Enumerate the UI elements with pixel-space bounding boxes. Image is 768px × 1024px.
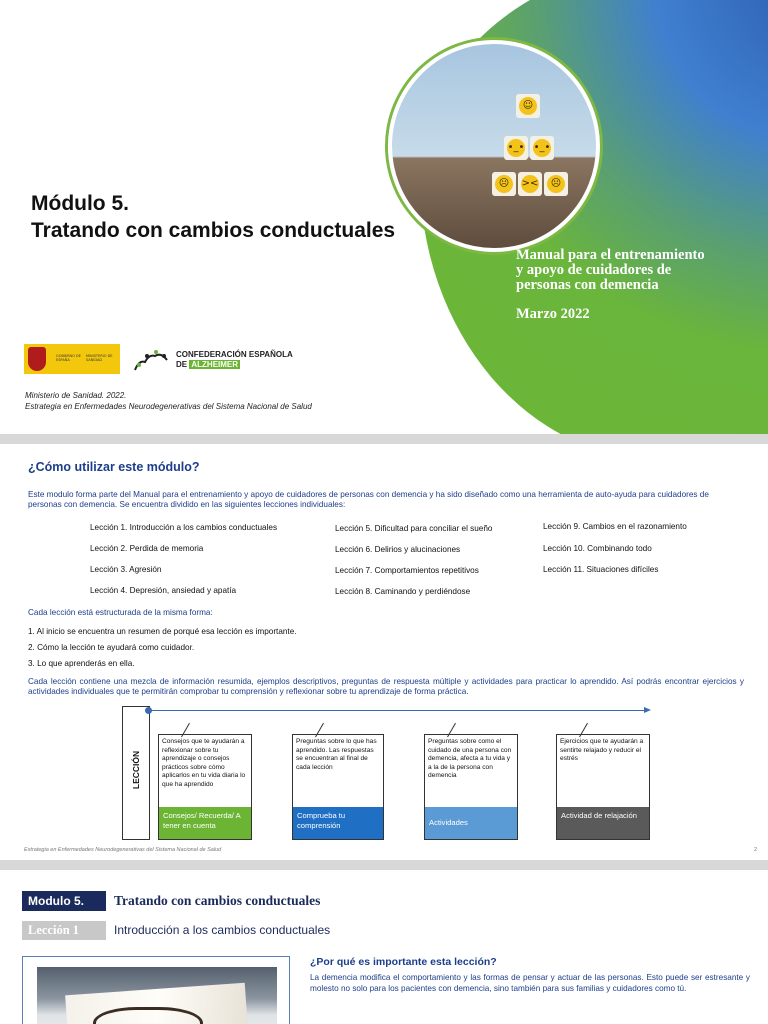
gov-logo-text: GOBIERNO DE ESPAÑA <box>56 354 81 362</box>
publication-date: Marzo 2022 <box>516 306 590 322</box>
relaxation-box <box>556 734 650 840</box>
lesson-item: Lección 7. Comportamientos repetitivos <box>335 566 479 575</box>
neutral-face-icon: •_• <box>507 139 525 157</box>
step-item: 2. Cómo la lección te ayudará como cuidador. <box>28 643 195 652</box>
lesson-tag: Lección 1 <box>22 921 106 940</box>
leccion-label: LECCIÓN <box>131 750 141 790</box>
manual-line: personas con demencia <box>516 277 659 293</box>
ministry-logo-text: MINISTERIO DE SANIDAD <box>86 354 113 362</box>
relaxation-description: Ejercicios que te ayudarán a sentirte relajado y reducir el estrés <box>560 738 644 762</box>
upset-face-icon: >< <box>521 175 539 193</box>
happy-face-icon: ☺ <box>519 97 537 115</box>
tips-label: Consejos/ Recuerda/ A tener en cuenta <box>159 807 251 839</box>
relaxation-label: Actividad de relajación <box>557 807 649 839</box>
lesson-item: Lección 5. Dificultad para conciliar el sueño <box>335 524 493 533</box>
page-footer: Estrategia en Enfermedades Neurodegenerativas del Sistema Nacional de Salud <box>24 847 222 853</box>
timeline-start-dot <box>145 707 152 714</box>
neutral-face-icon: •_• <box>533 139 551 157</box>
ministry-logo <box>24 344 120 374</box>
emoji-cubes-photo <box>388 40 600 252</box>
manual-title <box>516 248 752 322</box>
cover-page <box>0 0 768 434</box>
cover-credit <box>25 390 312 412</box>
lesson-item: Lección 10. Combinando todo <box>543 544 652 553</box>
module-number: Módulo 5. <box>31 192 129 215</box>
lesson-item: Lección 8. Caminando y perdiéndose <box>335 587 471 596</box>
lesson-item: Lección 9. Cambios en el razonamiento <box>543 522 687 531</box>
manual-line: y apoyo de cuidadores de <box>516 262 672 278</box>
module-heading: Tratando con cambios conductuales <box>114 893 321 908</box>
cea-de: DE <box>176 360 188 369</box>
usage-page <box>0 444 768 860</box>
tips-box <box>158 734 252 840</box>
lesson-item: Lección 6. Delirios y alucinaciones <box>335 545 461 554</box>
step-item: 1. Al inicio se encuentra un resumen de porqué esa lección es importante. <box>28 627 297 636</box>
arrow-right-icon <box>644 707 651 713</box>
structure-label: Cada lección está estructurada de la misma forma: <box>28 608 213 617</box>
lesson-item: Lección 3. Agresión <box>90 565 162 574</box>
lesson-item: Lección 2. Perdida de memoria <box>90 544 204 553</box>
coat-of-arms-icon <box>28 347 46 371</box>
cea-line2 <box>176 360 293 370</box>
sad-face-icon: ☹ <box>495 175 513 193</box>
cea-people-icon <box>133 346 169 374</box>
check-box <box>292 734 384 840</box>
check-description: Preguntas sobre lo que has aprendido. Las respuestas se encuentran al final de cada lección <box>296 738 377 771</box>
module-tag: Modulo 5. <box>22 891 106 911</box>
sad-face-icon: ☹ <box>547 175 565 193</box>
lesson-heading: Introducción a los cambios conductuales <box>114 923 331 937</box>
manual-line: Manual para el entrenamiento <box>516 247 705 263</box>
check-label: Comprueba tu comprensión <box>293 807 383 839</box>
page-number: 2 <box>754 847 758 853</box>
content-description: Cada lección contiene una mezcla de información resumida, ejemplos descriptivos, preguntas de respuesta múltiple y actividades para practicar lo aprendido. Así podrás encontrar ejercicios y actividades individuales que te permitirán comprobar tu comprensión y reflexionar sobre tu aprendizaje de forma práctica. <box>28 677 744 696</box>
usage-heading: ¿Cómo utilizar este módulo? <box>28 460 200 474</box>
credit-line: Ministerio de Sanidad. 2022. <box>25 391 127 400</box>
activities-label: Actividades <box>425 807 517 839</box>
lesson1-page <box>0 870 768 1024</box>
cea-logo-text <box>176 350 293 370</box>
why-heading: ¿Por qué es importante esta lección? <box>310 956 497 968</box>
cea-alzheimer: ALZHEIMER <box>191 360 239 369</box>
glasses-icon <box>93 1007 203 1024</box>
module-title: Tratando con cambios conductuales <box>31 219 396 242</box>
cea-line1: CONFEDERACIÓN ESPAÑOLA <box>176 350 293 359</box>
lesson-item: Lección 11. Situaciones difíciles <box>543 565 659 574</box>
step-item: 3. Lo que aprenderás en ella. <box>28 659 135 668</box>
lesson-item: Lección 4. Depresión, ansiedad y apatía <box>90 586 237 595</box>
usage-intro: Este modulo forma parte del Manual para el entrenamiento y apoyo de cuidadores de personas con demencia y ha sido diseñado como una herramienta de auto-ayuda para cuidadores de personas con demencia. Se encuentra dividido en las siguientes lecciones individuales: <box>28 490 709 509</box>
tips-description: Consejos que te ayudarán a reflexionar sobre tu aprendizaje o consejos prácticos sobre cómo aplicarlos en tu vida diaria lo que ha aprendido <box>162 738 246 788</box>
book-glasses-photo <box>22 956 290 1024</box>
activities-description: Preguntas sobre como el cuidado de una persona con demencia, afecta a tu vida y a la de la persona con demencia <box>428 738 512 779</box>
credit-line: Estrategia en Enfermedades Neurodegenerativas del Sistema Nacional de Salud <box>25 402 312 411</box>
diagram-timeline <box>148 710 648 711</box>
why-text: La demencia modifica el comportamiento y las formas de pensar y actuar de las personas. Esto puede ser estresante y molesto no solo para los pacientes con demencia, sino también para sus familias y cuidadores como tú. <box>310 973 750 993</box>
activities-box <box>424 734 518 840</box>
lesson-item: Lección 1. Introducción a los cambios conductuales <box>90 523 278 532</box>
